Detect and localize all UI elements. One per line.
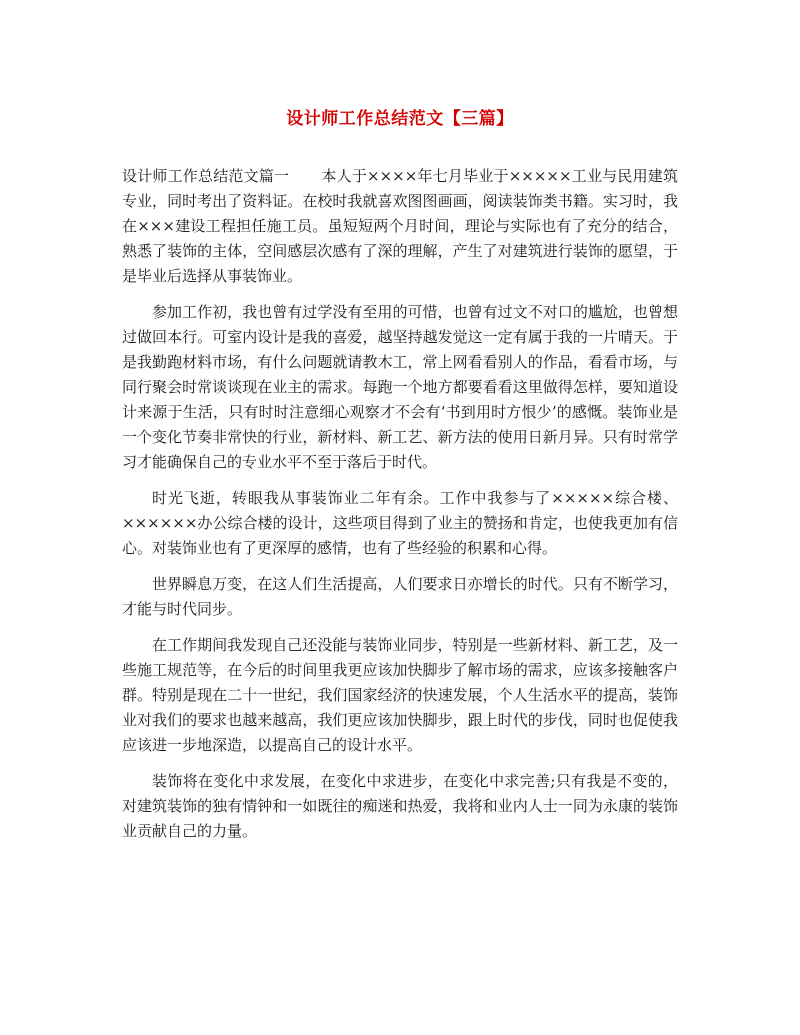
paragraph-2: 参加工作初，我也曾有过学没有至用的可惜，也曾有过文不对口的尴尬，也曾想过做回本行。可室内设计是我的喜爱，越坚持越发觉这一定有属于我的一片晴天。于是我勤跑材料市场，有什么问题就请教木工，常上网看看别人的作品，看看市场，与同行聚会时常谈谈现在业主的需求。每跑一个地方都要看看这里做得怎样，要知道设计来源于生活，只有时时注意细心观察才不会有‘书到用时方恨少’的感慨。装饰业是一个变化节奏非常快的行业，新材料、新工艺、新方法的使用日新月异。只有时常学习才能确保自己的专业水平不至于落后于时代。	[122, 303, 678, 471]
paragraph-4: 世界瞬息万变，在这人们生活提高，人们要求日亦增长的时代。只有不断学习，才能与时代同步。	[122, 575, 678, 618]
paragraph-1-text: 本人于××××年七月毕业于×××××工业与民用建筑专业，同时考出了资料证。在校时我就喜欢图图画画，阅读装饰类书籍。实习时，我在×××建设工程担任施工员。虽短短两个月时间，理论与实际也有了充分的结合，熟悉了装饰的主体，空间感层次感有了深的理解，产生了对建筑进行装饰的愿望，于是毕业后选择从事装饰业。	[122, 167, 678, 285]
paragraph-3: 时光飞逝，转眼我从事装饰业二年有余。工作中我参与了×××××综合楼、××××××办公综合楼的设计，这些项目得到了业主的赞扬和肯定，也使我更加有信心。对装饰业也有了更深厚的感情，也有了些经验的积累和心得。	[122, 489, 678, 557]
paragraph-5: 在工作期间我发现自己还没能与装饰业同步，特别是一些新材料、新工艺，及一些施工规范等，在今后的时间里我更应该加快脚步了解市场的需求，应该多接触客户群。特别是现在二十一世纪，我们国家经济的快速发展，个人生活水平的提高，装饰业对我们的要求也越来越高，我们更应该加快脚步，跟上时代的步伐，同时也促使我应该进一步地深造，以提高自己的设计水平。	[122, 636, 678, 754]
document-body	[122, 164, 678, 844]
paragraph-6: 装饰将在变化中求发展，在变化中求进步，在变化中求完善;只有我是不变的，对建筑装饰的独有情钟和一如既往的痴迷和热爱，我将和业内人士一同为永康的装饰业贡献自己的力量。	[122, 772, 678, 840]
document-title: 设计师工作总结范文【三篇】	[286, 109, 514, 129]
intro-heading: 设计师工作总结范文篇一	[122, 167, 290, 185]
paragraph-1	[122, 164, 678, 289]
